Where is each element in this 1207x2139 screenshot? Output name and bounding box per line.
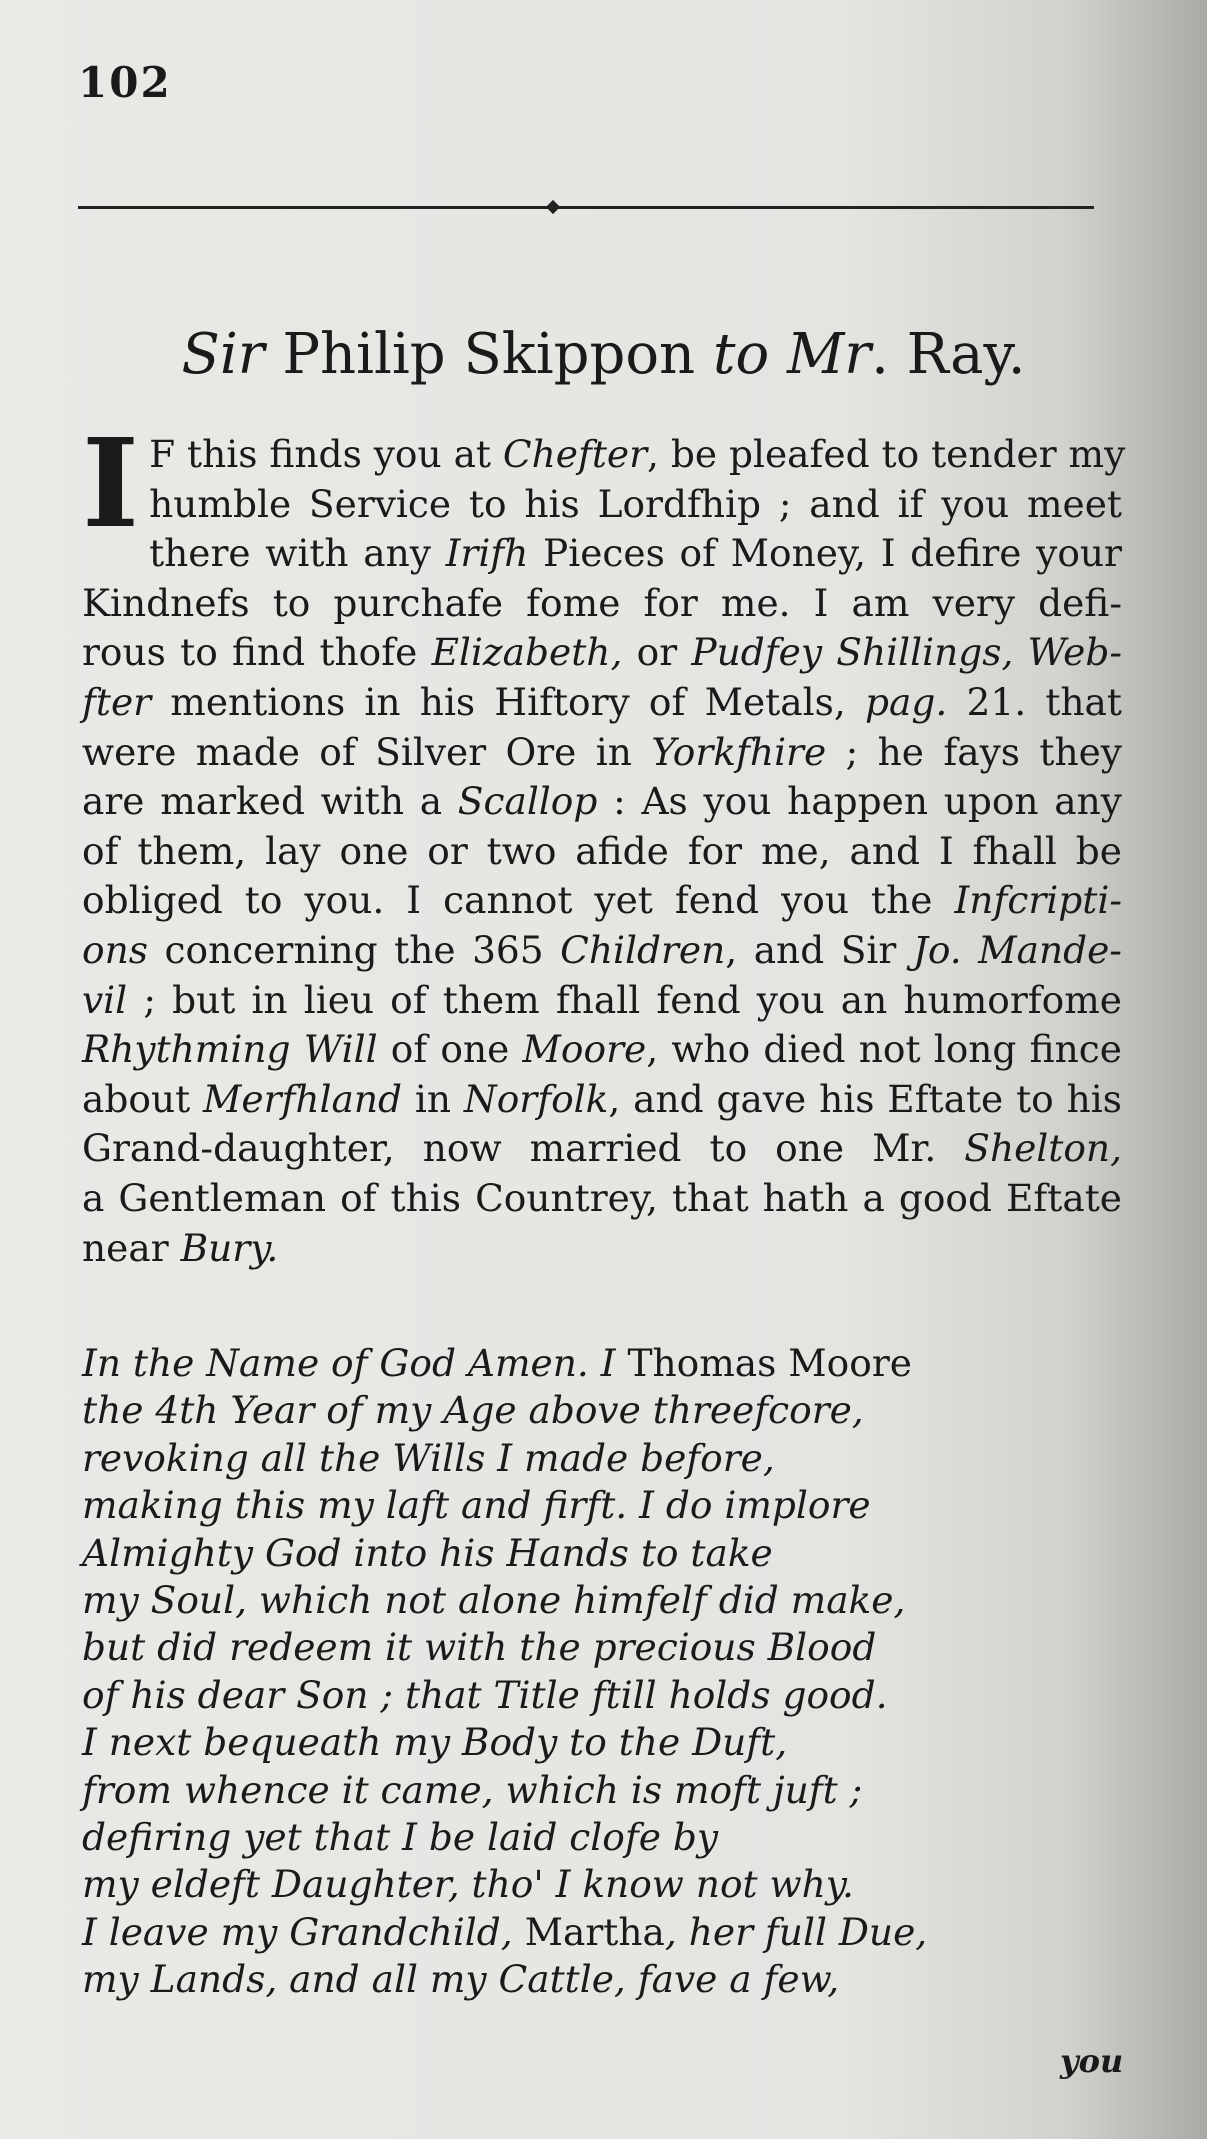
letter-line: Rhythming Will of one Moore, who died not long fince: [82, 1027, 1122, 1072]
letter-line: there with any Irifh Pieces of Money, I defire your: [149, 531, 1122, 576]
title-name: Philip Skippon: [264, 322, 713, 387]
drop-cap: I: [82, 411, 140, 555]
letter-line: rous to find thofe Elizabeth, or Pudfey Shillings, Web-: [82, 630, 1123, 675]
letter-line: Kindnefs to purchafe fome for me. I am very defi-: [82, 580, 1122, 625]
poem-line: of his dear Son ; that Title ftill holds good.: [82, 1672, 888, 1717]
poem-line: from whence it came, which is moft juft ;: [82, 1767, 863, 1812]
poem-line: but did redeem it with the precious Blood: [82, 1625, 877, 1670]
letter-line: were made of Silver Ore in Yorkfhire ; he fays they: [82, 729, 1122, 774]
letter-body: [82, 411, 1126, 1273]
poem-line: Almighty God into his Hands to take: [82, 1530, 773, 1575]
poem-line: I leave my Grandchild, Martha, her full Due,: [82, 1909, 928, 1954]
title-to: to: [712, 322, 770, 387]
catchword: you: [1060, 2042, 1124, 2080]
letter-line: vil ; but in lieu of them fhall fend you an humorfome: [82, 977, 1122, 1022]
page-number: 102: [78, 58, 172, 107]
poem-line: my Lands, and all my Cattle, fave a few,: [82, 1957, 840, 2002]
poem-line: defiring yet that I be laid clofe by: [82, 1815, 719, 1860]
rule-ornament: [546, 200, 560, 214]
will-poem: [82, 1340, 1042, 2004]
letter-line: of them, lay one or two afide for me, and I fhall be: [82, 828, 1122, 873]
letter-line: about Merfhland in Norfolk, and gave his Eftate to his: [82, 1076, 1122, 1121]
letter-line: a Gentleman of this Countrey, that hath a good Eftate: [82, 1175, 1122, 1220]
poem-line: my Soul, which not alone himfelf did make,: [82, 1578, 906, 1623]
poem-line: making this my laft and firft. I do implore: [82, 1483, 871, 1528]
title-ray: . Ray.: [871, 322, 1026, 387]
letter-title: [0, 322, 1207, 387]
title-mr: Mr: [786, 322, 872, 387]
letter-line: Grand-daughter, now married to one Mr. Shelton,: [82, 1126, 1122, 1171]
letter-line: obliged to you. I cannot yet fend you the Infcripti-: [82, 878, 1122, 923]
poem-line: I next bequeath my Body to the Duft,: [82, 1720, 788, 1765]
poem-line: the 4th Year of my Age above threefcore,: [82, 1388, 864, 1433]
header-rule: [78, 206, 1094, 209]
letter-line: humble Service to his Lordfhip ; and if you meet: [149, 481, 1122, 526]
letter-line: ons concerning the 365 Children, and Sir Jo. Mande-: [82, 927, 1122, 972]
letter-line: near Bury.: [82, 1225, 279, 1270]
poem-line: In the Name of God Amen. I Thomas Moore: [82, 1341, 912, 1385]
letter-line: F this finds you at Chefter, be pleafed to tender my: [149, 432, 1126, 476]
letter-line: are marked with a Scallop : As you happen upon any: [82, 779, 1122, 824]
poem-line: revoking all the Wills I made before,: [82, 1435, 775, 1480]
title-sir: Sir: [181, 322, 265, 387]
poem-line: my eldeft Daughter, tho' I know not why.: [82, 1862, 854, 1907]
letter-line: fter mentions in his Hiftory of Metals, pag. 21. that: [82, 679, 1122, 724]
